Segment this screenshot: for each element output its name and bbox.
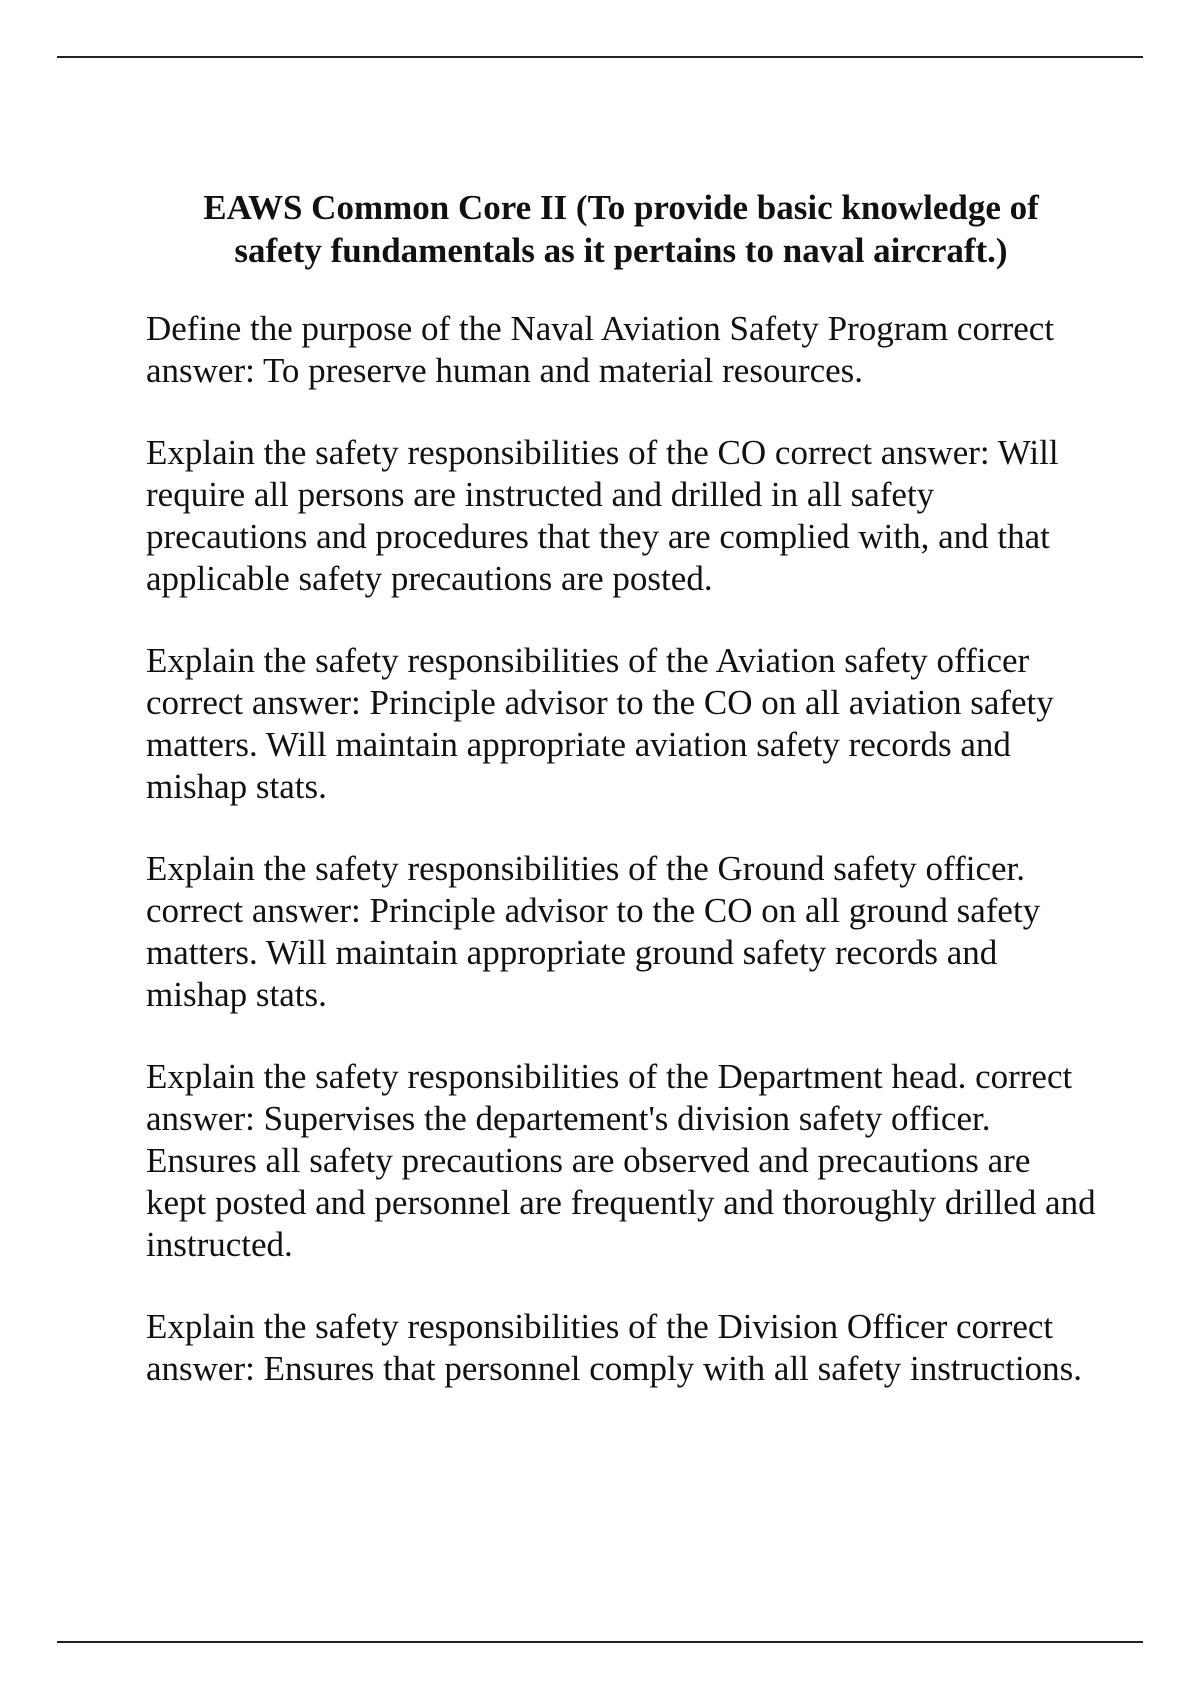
document-body	[146, 186, 1096, 1430]
page-title: EAWS Common Core II (To provide basic knowledge of safety fundamentals as it pertains to naval aircraft.)	[203, 188, 1039, 270]
qa-item: Explain the safety responsibilities of the Division Officer correct answer: Ensures that personnel comply with all safety instructions.	[146, 1307, 1083, 1388]
bottom-divider	[57, 1641, 1143, 1643]
qa-item: Define the purpose of the Naval Aviation Safety Program correct answer: To preserve human and material resources.	[146, 309, 1055, 390]
qa-item: Explain the safety responsibilities of the CO correct answer: Will require all persons are instructed and drilled in all safety precautions and procedures that they are complied with, and that applicable safety precautions are posted.	[146, 433, 1059, 598]
qa-item: Explain the safety responsibilities of the Ground safety officer. correct answer: Principle advisor to the CO on all ground safety matters. Will maintain appropriate ground safety records and mishap stats.	[146, 849, 1041, 1014]
qa-item: Explain the safety responsibilities of the Aviation safety officer correct answer: Principle advisor to the CO on all aviation safety matters. Will maintain appropriate aviation safety records and mishap stats.	[146, 641, 1054, 806]
top-divider	[57, 56, 1143, 58]
qa-item: Explain the safety responsibilities of the Department head. correct answer: Supervises the departement's division safety officer. Ensures all safety precautions are observed and precautions are kept posted and personnel are frequently and thoroughly drilled and instructed.	[146, 1057, 1096, 1264]
